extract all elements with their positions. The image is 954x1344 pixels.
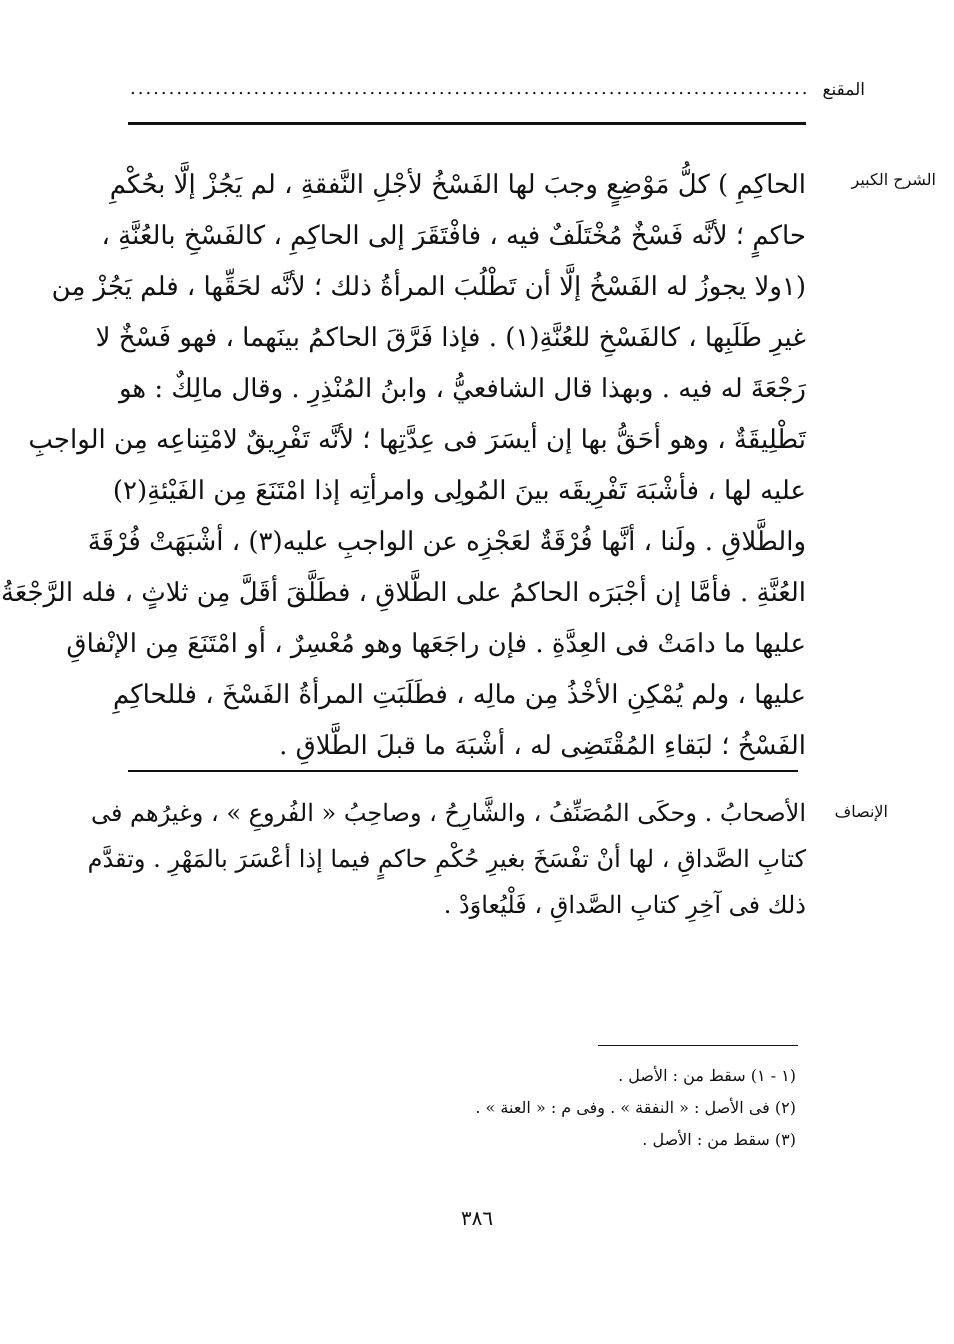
header-rule bbox=[128, 122, 806, 125]
sharh-line: عليها ، ولم يُمْكِنِ الأخْذُ مِن مالِه ، فطَلَبَتِ المرأةُ الفَسْخَ ، فللحاكِمِ bbox=[112, 680, 806, 710]
insaf-line: كتابِ الصَّداقِ ، لها أنْ تفْسَخَ بغيرِ حُكْمِ حاكمٍ فيما إذا أعْسَرَ بالمَهْرِ . وتقدَّم bbox=[87, 845, 806, 873]
sharh-line: الحاكِمِ ) كلُّ مَوْضِعٍ وجبَ لها الفَسْخُ لأجْلِ النَّفقةِ ، لم يَجُزْ إلَّا بحُكْمِ bbox=[109, 170, 806, 200]
insaf-text-block bbox=[87, 790, 806, 928]
sharh-line: عليه لها ، فأشْبَهَ تَفْرِيقَه بينَ المُولِى وامرأتِه إذا امْتَنَعَ مِن الفَيْئةِ(٢) bbox=[112, 476, 806, 506]
sharh-line: حاكمٍ ؛ لأنَّه فَسْخٌ مُخْتَلَفٌ فيه ، فافْتَقَرَ إلى الحاكِمِ ، كالفَسْخِ بالعُنَّةِ ، bbox=[101, 221, 806, 251]
sharh-line: رَجْعَةَ له فيه . وبهذا قال الشافعيُّ ، وابنُ المُنْذِرِ . وقال مالِكٌ : هو bbox=[118, 374, 806, 404]
sharh-line: والطَّلاقِ . ولَنا ، أنَّها فُرْقَةٌ لعَجْزِه عن الواجبِ عليه(٣) ، أشْبَهَتْ فُرْقَةَ bbox=[87, 527, 806, 557]
footnote: (٣) سقط من : الأصل . bbox=[642, 1130, 796, 1149]
sharh-line: الفَسْخُ ؛ لبَقاءِ المُقْتَضِى له ، أشْبَهَ ما قبلَ الطَّلاقِ . bbox=[279, 731, 806, 761]
sharh-line: عليها ما دامَتْ فى العِدَّةِ . فإن راجَعَها وهو مُعْسِرٌ ، أو امْتَنَعَ مِن الإنْفاقِ bbox=[66, 629, 806, 659]
sharh-line: غيرِ طَلَبِها ، كالفَسْخِ للعُنَّةِ(١) . فإذا فَرَّقَ الحاكمُ بينَهما ، فهو فَسْخٌ لا bbox=[95, 323, 806, 353]
sharh-text-block bbox=[1, 160, 806, 772]
sharh-line: العُنَّةِ . فأمَّا إن أجْبَرَه الحاكمُ على الطَّلاقِ ، فطَلَّقَ أقَلَّ مِن ثلاثٍ ، فله الرَّجْعَةُ bbox=[1, 578, 806, 608]
footnote-rule bbox=[598, 1045, 798, 1046]
header-title: المقنع bbox=[822, 80, 865, 100]
page-number: ٣٨٦ bbox=[460, 1206, 494, 1230]
sharh-line: تَطْلِيقَةٌ ، وهو أحَقُّ بها إن أيسَرَ فى عِدَّتِها ؛ لأنَّه تَفْرِيقٌ لامْتِناعِه مِن الواجبِ bbox=[28, 425, 806, 455]
margin-label-insaf: الإنصاف bbox=[834, 802, 888, 821]
margin-label-sharh: الشرح الكبير bbox=[851, 170, 936, 189]
footnotes bbox=[400, 1060, 796, 1156]
section-divider bbox=[128, 770, 798, 772]
header-dotted-leader: ........................................................................................ bbox=[130, 78, 810, 99]
footnote: (١ - ١) سقط من : الأصل . bbox=[618, 1066, 796, 1085]
footnote: (٢) فى الأصل : « النفقة » . وفى م : « العنة » . bbox=[475, 1098, 796, 1117]
insaf-line: الأصحابُ . وحكَى المُصَنِّفُ ، والشَّارِحُ ، وصاحِبُ « الفُروعِ » ، وغيرُهم فى bbox=[90, 799, 806, 827]
insaf-line: ذلك فى آخِرِ كتابِ الصَّداقِ ، فَلْيُعاوَدْ . bbox=[443, 891, 806, 919]
sharh-line: (١ولا يجوزُ له الفَسْخُ إلَّا أن تَطْلُبَ المرأةُ ذلك ؛ لأنَّه لحَقِّها ، فلم يَجُزْ مِن bbox=[51, 272, 806, 302]
